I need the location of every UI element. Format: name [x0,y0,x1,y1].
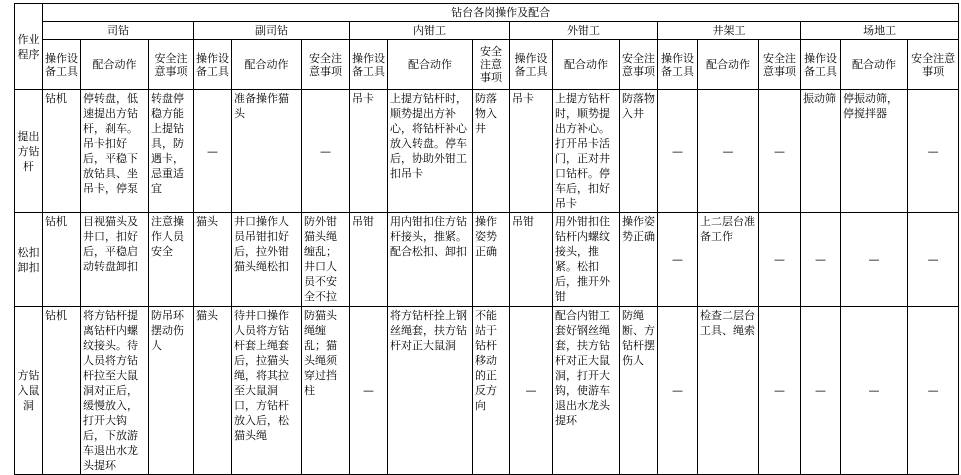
role-header: 内钳工 [350,22,510,40]
cell: 钻机 [43,90,81,213]
role-header: 司钻 [43,22,194,40]
cell: 上二层台准备工作 [698,213,759,307]
cell: 防绳断、方钻杆摆伤人 [620,307,658,475]
cell: — [801,213,841,307]
cell: 井口操作人员吊钳扣好后，拉外钳猫头绳松扣 [232,213,302,307]
procedure-cell: 松扣卸扣 [15,213,43,307]
table-row [15,307,959,475]
cell: 操作姿势正确 [473,213,510,307]
subheader-tools: 操作设备工具 [194,40,232,90]
cell: 上提方钻杆时，顺势提出方补心，将钻杆补心放入转盘。停车后，协助外钳工扣吊卡 [388,90,473,213]
role-header: 场地工 [801,22,959,40]
cell: 待井口操作人员将方钻杆套上绳套后，拉猫头绳，将其拉至大鼠洞口，方钻杆放入后，松猫头绳 [232,307,302,475]
cell: 将方钻杆提离钻杆内螺纹接头。待人员将方钻杆拉至大鼠洞对正后，缓慢放入，打开大钩后，下放游车退出水龙头提环 [81,307,149,475]
cell: — [658,213,698,307]
cell: 吊钳 [510,213,553,307]
subheader-safety: 安全注意事项 [473,40,510,90]
role-header: 外钳工 [510,22,658,40]
table-title: 钻台各岗操作及配合 [43,4,959,22]
subheader-safety: 安全注意事项 [149,40,194,90]
cell: 操作姿势正确 [620,213,658,307]
cell: — [841,307,908,475]
cell: 用外钳扣住钻杆内螺纹接头，推紧。松扣后，推开外钳 [553,213,620,307]
cell: 停转盘，低速提出方钻杆，刹车。吊卡扣好后，平稳下放钻具、坐吊卡，停泵 [81,90,149,213]
subheader-safety: 安全注意事项 [302,40,350,90]
subheader-tools: 操作设备工具 [350,40,388,90]
cell: 将方钻杆拴上钢丝绳套，扶方钻杆对正大鼠洞 [388,307,473,475]
cell: 停振动筛，停搅拌器 [841,90,908,213]
cell: 防猫头绳缠乱；猫头绳须穿过挡柱 [302,307,350,475]
cell: — [302,90,350,213]
procedure-cell: 提出方钻杆 [15,90,43,213]
cell: — [841,213,908,307]
cell: 钻机 [43,307,81,475]
cell: 吊卡 [510,90,553,213]
cell: — [908,307,959,475]
subheader-coop: 配合动作 [388,40,473,90]
cell: 目视猫头及井口，扣好后，平稳启动转盘卸扣 [81,213,149,307]
role-header: 井架工 [658,22,801,40]
cell: 防落物入井 [473,90,510,213]
subheader-coop: 配合动作 [841,40,908,90]
cell: 振动筛 [801,90,841,213]
cell: — [350,307,388,475]
cell: 用内钳扣住方钻杆接头，推紧。配合松扣、卸扣 [388,213,473,307]
cell: 不能站于钻杆移动的正反方向 [473,307,510,475]
table-row [15,213,959,307]
cell: — [759,213,801,307]
subheader-tools: 操作设备工具 [510,40,553,90]
subheader-tools: 操作设备工具 [801,40,841,90]
cell: — [698,90,759,213]
subheader-coop: 配合动作 [232,40,302,90]
cell: 检查二层台工具、绳索 [698,307,759,475]
cell: — [759,90,801,213]
cell: 防外钳猫头绳缠乱；井口人员不安全不拉 [302,213,350,307]
subheader-coop: 配合动作 [553,40,620,90]
cell: 上提方钻杆时，顺势提出方补心。打开吊卡活门，正对井口钻杆。停车后，扣好吊卡 [553,90,620,213]
cell: — [759,307,801,475]
cell: — [658,307,698,475]
cell: — [194,90,232,213]
cell: — [908,90,959,213]
cell: — [908,213,959,307]
cell: 吊卡 [350,90,388,213]
subheader-tools: 操作设备工具 [658,40,698,90]
cell: 转盘停稳方能上提钻具，防遇卡，忌重适宜 [149,90,194,213]
subheader-coop: 配合动作 [698,40,759,90]
cell: 吊钳 [350,213,388,307]
role-header: 副司钻 [194,22,350,40]
cell: 配合内钳工套好钢丝绳套，扶方钻杆对正大鼠洞，打开大钩，使游车退出水龙头提环 [553,307,620,475]
cell: — [801,307,841,475]
procedure-cell: 方钻入鼠洞 [15,307,43,475]
subheader-safety: 安全注意事项 [620,40,658,90]
cell: 防吊环摆动伤人 [149,307,194,475]
cell: 防落物入井 [620,90,658,213]
subheader-coop: 配合动作 [81,40,149,90]
cell: 猫头 [194,307,232,475]
cell: — [658,90,698,213]
cell: 注意操作人员安全 [149,213,194,307]
cell: 准备操作猫头 [232,90,302,213]
subheader-safety: 安全注意事项 [908,40,959,90]
header-procedure: 作业程序 [15,4,43,90]
cell: — [510,307,553,475]
cell: 猫头 [194,213,232,307]
subheader-tools: 操作设备工具 [43,40,81,90]
operations-table [14,3,959,475]
table-row [15,90,959,213]
cell: 钻机 [43,213,81,307]
subheader-safety: 安全注意事项 [759,40,801,90]
